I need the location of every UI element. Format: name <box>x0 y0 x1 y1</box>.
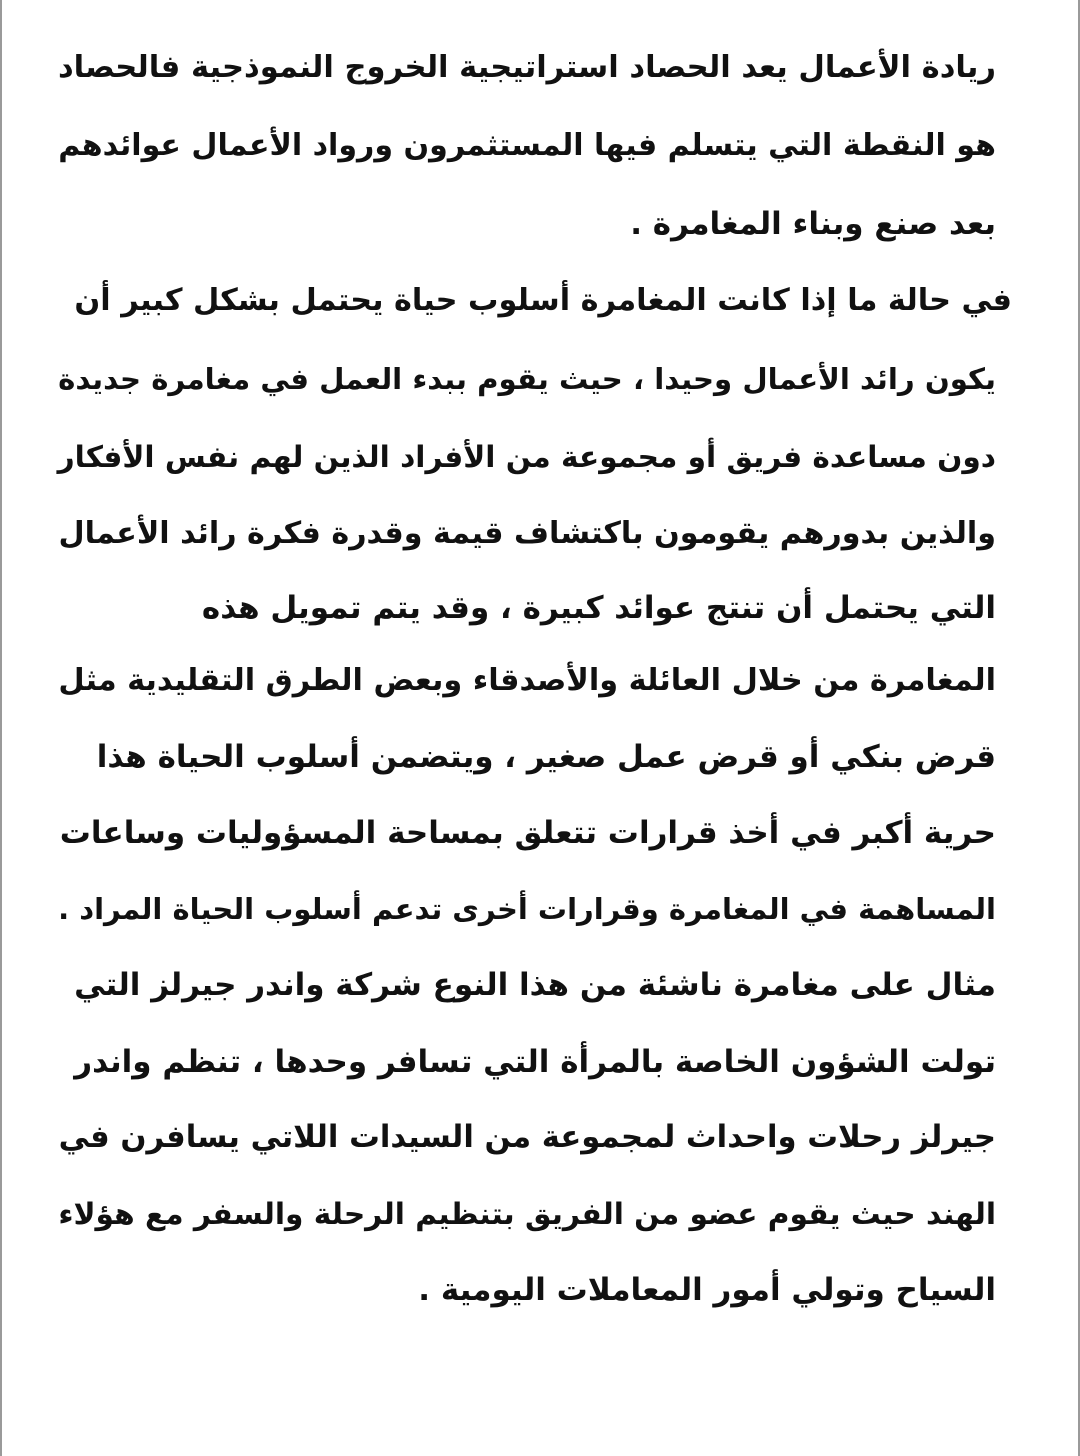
text-line-13: مثال على مغامرة ناشئة من هذا النوع شركة واندر جيرلز التي <box>74 967 996 1003</box>
text-line-11: حرية أكبر في أخذ قرارات تتعلق بمساحة المسؤوليات وساعات <box>59 815 996 851</box>
text-line-1: ريادة الأعمال يعد الحصاد استراتيجية الخروج النموذجية فالحصاد <box>57 50 996 85</box>
text-line-16: الهند حيث يقوم عضو من الفريق بتنظيم الرحلة والسفر مع هؤلاء <box>58 1196 996 1231</box>
text-line-2: هو النقطة التي يتسلم فيها المستثمرون ورواد الأعمال عوائدهم <box>58 128 996 163</box>
text-line-12: المساهمة في المغامرة وقرارات أخرى تدعم أسلوب الحياة المراد . <box>58 892 996 926</box>
text-line-17: السياح وتولي أمور المعاملات اليومية . <box>418 1272 996 1308</box>
text-line-5: يكون رائد الأعمال وحيدا ، حيث يقوم ببدء العمل في مغامرة جديدة <box>58 362 996 396</box>
text-line-8: التي يحتمل أن تنتج عوائد كبيرة ، وقد يتم تمويل هذه <box>201 590 996 626</box>
text-line-7: والذين بدورهم يقومون باكتشاف قيمة وقدرة فكرة رائد الأعمال <box>58 516 996 551</box>
text-line-10: قرض بنكي أو قرض عمل صغير ، ويتضمن أسلوب الحياة هذا <box>96 739 996 775</box>
text-line-9: المغامرة من خلال العائلة والأصدقاء وبعض الطرق التقليدية مثل <box>58 663 996 698</box>
text-line-4: في حالة ما إذا كانت المغامرة أسلوب حياة يحتمل بشكل كبير أن <box>74 283 1012 318</box>
text-line-15: جيرلز رحلات واحداث لمجموعة من السيدات اللاتي يسافرن في <box>58 1120 996 1155</box>
text-line-14: تولت الشؤون الخاصة بالمرأة التي تسافر وحدها ، تنظم واندر <box>74 1044 996 1080</box>
text-line-6: دون مساعدة فريق أو مجموعة من الأفراد الذين لهم نفس الأفكار <box>57 440 996 474</box>
text-line-3: بعد صنع وبناء المغامرة . <box>630 206 996 242</box>
